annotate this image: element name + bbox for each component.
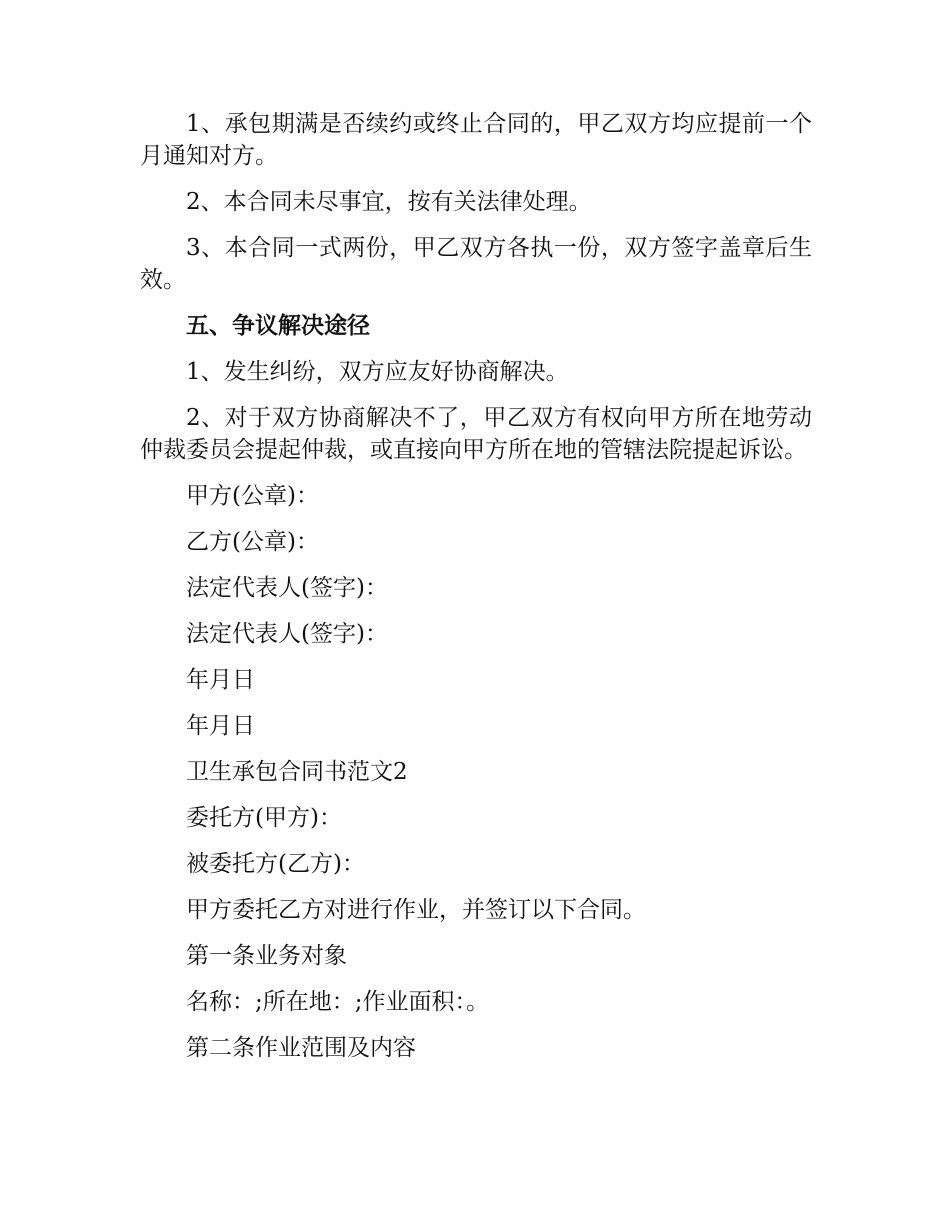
legal-rep-signature-a: 法定代表人(签字)：: [186, 575, 388, 601]
paragraph-renewal-notice: 1、承包期满是否续约或终止合同的，甲乙双方均应提前一个月通知对方。: [140, 111, 812, 169]
party-a-seal-line: 甲方(公章)：: [186, 483, 319, 509]
date-line-a: 年月日: [186, 667, 255, 693]
contract-template-title: 卫生承包合同书范文2: [186, 759, 408, 785]
article-two-heading: 第二条作业范围及内容: [186, 1035, 416, 1061]
paragraph-copies: 3、本合同一式两份，甲乙双方各执一份，双方签字盖章后生效。: [140, 235, 812, 293]
contractor-party-line: 被委托方(乙方)：: [186, 851, 365, 877]
client-party-line: 委托方(甲方)：: [186, 805, 342, 831]
article-one-heading: 第一条业务对象: [186, 943, 347, 969]
paragraph-unresolved-matters: 2、本合同未尽事宜，按有关法律处理。: [186, 189, 592, 215]
paragraph-entrustment: 甲方委托乙方对进行作业，并签订以下合同。: [186, 897, 646, 923]
date-line-b: 年月日: [186, 713, 255, 739]
legal-rep-signature-b: 法定代表人(签字)：: [186, 621, 388, 647]
article-one-details: 名称：;所在地：;作业面积：。: [186, 989, 489, 1015]
document-body: [140, 108, 812, 1078]
party-b-seal-line: 乙方(公章)：: [186, 529, 319, 555]
section-heading-dispute: 五、争议解决途径: [186, 312, 370, 339]
paragraph-negotiation: 1、发生纠纷，双方应友好协商解决。: [186, 359, 569, 385]
paragraph-arbitration: 2、对于双方协商解决不了，甲乙双方有权向甲方所在地劳动仲裁委员会提起仲裁，或直接向甲方所在地的管辖法院提起诉讼。: [140, 405, 812, 463]
